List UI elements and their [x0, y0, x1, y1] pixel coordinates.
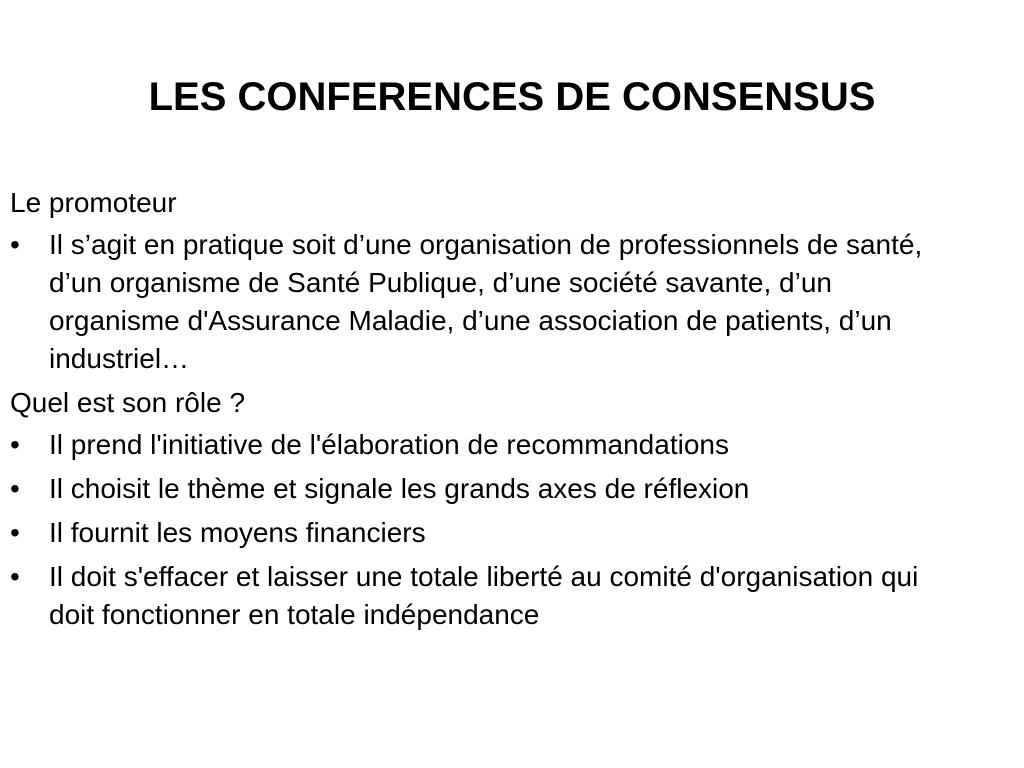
bullet-text: Il prend l'initiative de l'élaboration de recommandations [49, 429, 729, 460]
bullet-icon: • [10, 473, 20, 504]
section-heading-promoteur: Le promoteur [10, 187, 177, 218]
bullet-list-role [10, 426, 990, 634]
slide-title: LES CONFERENCES DE CONSENSUS [148, 75, 876, 119]
bullet-item [10, 558, 949, 634]
bullet-icon: • [10, 561, 20, 592]
bullet-text: Il fournit les moyens financiers [49, 517, 426, 548]
bullet-item [10, 226, 969, 378]
bullet-icon: • [10, 517, 20, 548]
slide-body [10, 184, 990, 640]
bullet-text: Il doit s'effacer et laisser une totale liberté au comité d'organisation qui doit fonctionner en totale indépendance [49, 561, 919, 630]
section-heading-role: Quel est son rôle ? [10, 387, 246, 418]
bullet-item [10, 470, 990, 508]
bullet-list-promoteur [10, 226, 990, 378]
bullet-text: Il choisit le thème et signale les grands axes de réflexion [49, 473, 750, 504]
bullet-icon: • [10, 429, 20, 460]
bullet-text: Il s’agit en pratique soit d’une organisation de professionnels de santé, d’un organisme de Santé Publique, d’une société savante, d’un organisme d'Assurance Maladie, d’une association de patients, d’un industriel… [49, 229, 923, 374]
bullet-item [10, 514, 990, 552]
bullet-icon: • [10, 229, 20, 260]
bullet-item [10, 426, 990, 464]
